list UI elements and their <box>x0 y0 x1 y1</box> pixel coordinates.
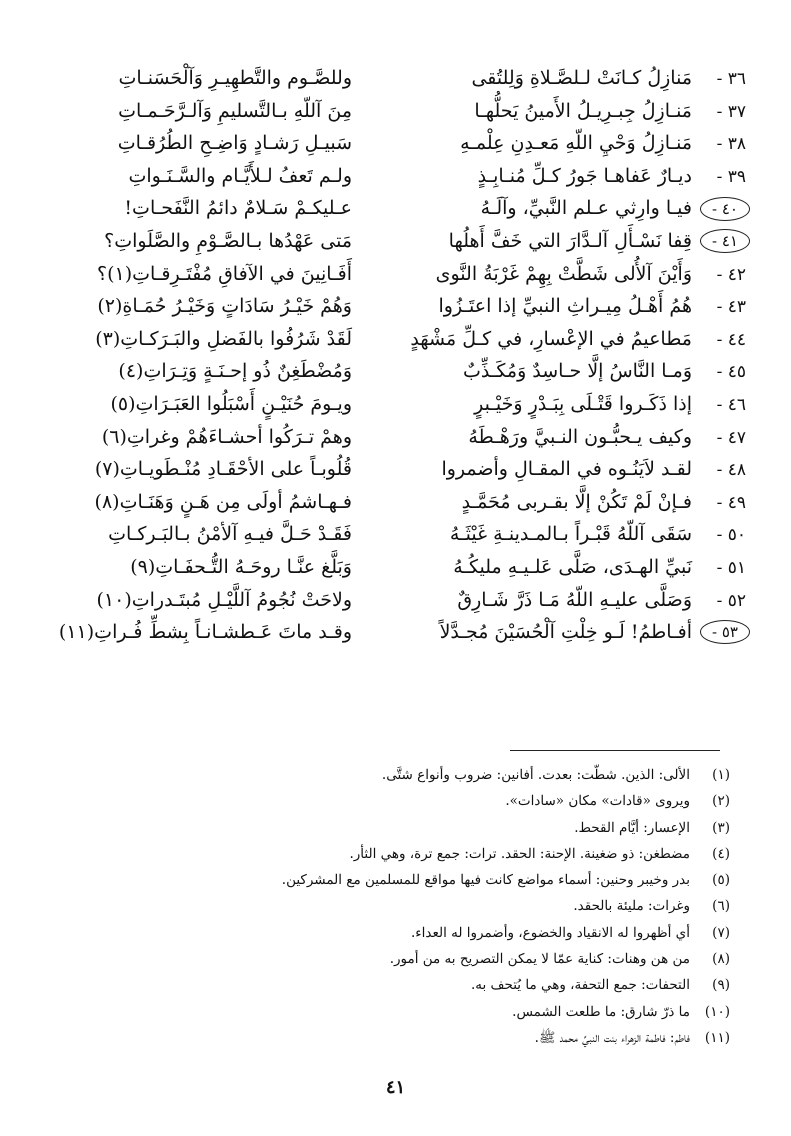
verse-number: ٣٧ - <box>716 101 746 122</box>
footnote-number: (٨) <box>712 951 730 968</box>
verse-number: ٣٨ - <box>716 134 746 155</box>
second-hemistich: مَتى عَهْدُها بـالصَّـوْمِ والصَّلَواتِ؟ <box>104 229 352 252</box>
footnote-number: (١) <box>712 767 730 783</box>
second-hemistich: سَبيـلِ رَشـادٍ وَاضِـحِ الطُرُقـاتِ <box>117 132 352 155</box>
second-hemistich: قُلُوبـاً على الأحْقَـادِ مُنْـطَويـاتِ(٧) <box>94 458 352 481</box>
footnote <box>60 972 730 998</box>
verse-row <box>40 584 750 617</box>
first-hemistich: قِفا نَسْـأَلِ آلـدَّارَ التي خَفَّ أَهلُها <box>448 229 692 252</box>
first-hemistich: مَنازِلُ كـانَتْ لـلصَّـلاةِ وَلِلتُقى <box>471 67 692 89</box>
footnote-number: (٥) <box>712 872 730 889</box>
verse-row <box>40 290 750 323</box>
first-hemistich: وَصَلَّى عليـهِ اللّهُ مَـا ذَرَّ شَـارِقٌ <box>457 588 692 611</box>
verse-number: ٤٣ - <box>716 297 746 318</box>
footnote <box>60 815 730 841</box>
footnote-number: (٦) <box>712 898 730 915</box>
first-hemistich: أفـاطمُ! لَـو خِلْتِ آلْحُسَيْنَ مُجـدَّلاً <box>439 621 692 644</box>
second-hemistich: فـهـاشمُ أولَى مِن هَـنٍ وَهَنَـاتِ(٨) <box>94 490 352 513</box>
second-hemistich: وقـد ماتَ عَـطشـانـاً بِشطِّ فُـراتِ(١١) <box>58 621 352 644</box>
footnote-text: ويروى «قادات» مكان «سادات». <box>505 793 690 810</box>
poem-verses <box>40 62 750 649</box>
second-hemistich: وللصَّـوم والتَّطهِيـرِ وَآلْحَسَنـاتِ <box>118 67 352 89</box>
footnote-text: الإعسار: أيَّام القحط. <box>574 819 690 836</box>
footnote <box>60 788 730 814</box>
verse-row <box>40 225 750 258</box>
second-hemistich: وَهُمْ خَيْـرُ سَادَاتٍ وَخَيْـرُ حُمَـاةِ(٢) <box>97 295 352 318</box>
second-hemistich: فَقَـدْ حَـلَّ فيـهِ آلأمْنُ بـالبَـركـاتِ <box>108 523 352 546</box>
footnote <box>60 920 730 946</box>
footnote-number: (٧) <box>712 924 730 941</box>
circled-verse-number: ٤١ - <box>700 229 750 253</box>
footnote <box>60 999 730 1025</box>
first-hemistich: نَبيِّ الهـدَى، صَلَّى عَلـيـهِ مليكُـهُ <box>453 555 692 578</box>
footnote-text: أي أظهروا له الانقياد والخضوع، وأضمروا له العداء. <box>410 924 690 941</box>
verse-number: ٤٧ - <box>716 427 746 448</box>
verse-number: ٥١ - <box>716 557 746 578</box>
footnote-text: التحفات: جمع التحفة، وهي ما يُتحف به. <box>470 977 690 994</box>
first-hemistich: هُمُ أَهْـلُ مِيـراثِ النبيِّ إذا اعتَـزُوا <box>438 295 692 318</box>
footnote-separator <box>510 750 720 751</box>
footnote <box>60 946 730 972</box>
footnote-text: الألى: الذين. شطّت: بعدت. أفانين: ضروب وأنواع شتَّى. <box>381 767 690 783</box>
first-hemistich: فـإنْ لَمْ تَكُنْ إلَّا بقـربى مُحَمَّـدٍ <box>461 490 692 513</box>
second-hemistich: عـليكـمْ سَـلامٌ دائمُ النَّفَحـاتِ! <box>124 197 352 220</box>
verse-row <box>40 192 750 225</box>
first-hemistich: فيـا وارِثي عـلم النَّبيِّ، وآلَـهُ <box>480 197 692 220</box>
second-hemistich: لَقَدْ شَرُفُوا بالفَضلِ والبَـرَكـاتِ(٣) <box>95 327 352 350</box>
footnote-text: ما ذرّ شارق: ما طلعت الشمس. <box>512 1003 690 1020</box>
verse-number: ٤٢ - <box>716 264 746 285</box>
footnote-number: (١٠) <box>704 1003 730 1020</box>
circled-verse-number: ٤٠ - <box>700 197 750 221</box>
verse-number: ٥٠ - <box>716 525 746 546</box>
verse-number: ٤٥ - <box>716 362 746 383</box>
footnote-text: بدر وخيبر وحنين: أسماء مواضع كانت فيها مواقع للمسلمين مع المشركين. <box>281 872 690 889</box>
footnote-number: (٢) <box>712 793 730 810</box>
footnotes <box>60 762 730 1051</box>
footnote <box>60 893 730 919</box>
footnote-number: (٣) <box>712 819 730 836</box>
verse-row <box>40 323 750 356</box>
footnote <box>60 762 730 788</box>
first-hemistich: وَمـا النَّاسُ إلَّا حـاسِدٌ وَمُكَـذِّبٌ <box>462 360 692 383</box>
verse-row <box>40 421 750 454</box>
verse-row <box>40 95 750 128</box>
first-hemistich: مَنـازِلُ جِبـرِيـلُ الأَمينُ يَحلُّهـا <box>474 99 692 122</box>
verse-number: ٤٨ - <box>716 460 746 481</box>
verse-row <box>40 518 750 551</box>
verse-row <box>40 258 750 291</box>
verse-row <box>40 453 750 486</box>
circled-verse-number: ٥٣ - <box>700 620 750 644</box>
second-hemistich: مِنَ آللّهِ بـالتَّسليمِ وَآلـرَّحَـمـاتِ <box>118 99 352 122</box>
footnote <box>60 1025 730 1051</box>
second-hemistich: وَمُضْطَغِنٌ ذُو إحـنَـةٍ وَتِـرَاتِ(٤) <box>118 360 352 383</box>
verse-number: ٤٦ - <box>716 394 746 415</box>
verse-row <box>40 551 750 584</box>
verse-row <box>40 160 750 193</box>
first-hemistich: ديـارٌ عَفاهـا جَورُ كـلِّ مُنـابِـذٍ <box>477 164 692 187</box>
second-hemistich: ولـم تَعفُ لـلأَيَّـام والسَّـنَـواتِ <box>128 164 352 187</box>
verse-number: ٣٦ - <box>716 69 746 89</box>
verse-number: ٤٩ - <box>716 492 746 513</box>
footnote <box>60 841 730 867</box>
page-number: ٤١ <box>385 1077 406 1098</box>
footnote-text: فاطم: فاطمة الزهراء بنت النبيِّ محمد ﷺ. <box>534 1029 690 1046</box>
verse-row <box>40 127 750 160</box>
verse-row <box>40 355 750 388</box>
second-hemistich: ولاحَتْ نُجُومُ آللَّيْـلِ مُبتَـدراتِ(١٠) <box>96 588 352 611</box>
second-hemistich: أَفَـانِينَ في الآفاقِ مُفْتَـرِقـاتِ(١)؟ <box>97 262 352 285</box>
footnote-number: (١١) <box>704 1029 730 1046</box>
verse-number: ٥٢ - <box>716 590 746 611</box>
footnote-number: (٤) <box>712 845 730 862</box>
verse-row <box>40 616 750 649</box>
footnote <box>60 867 730 893</box>
verse-row <box>40 486 750 519</box>
footnote-number: (٩) <box>712 977 730 994</box>
footnote-text: من هن وهنات: كناية عمّا لا يمكن التصريح به من أمور. <box>389 951 690 968</box>
second-hemistich: وهمْ تـرَكُوا أحشـاءَهُمْ وغراتِ(٦) <box>101 425 352 448</box>
footnote-text: مضطغن: ذو ضغينة. الإحنة: الحقد. ترات: جمع ترة، وهي الثأر. <box>349 845 690 862</box>
first-hemistich: مَطاعيمُ في الإعْسارِ، في كـلِّ مَشْهَدٍ <box>410 327 692 350</box>
verse-row <box>40 388 750 421</box>
footnote-text: وغرات: مليئة بالحقد. <box>573 898 690 915</box>
first-hemistich: مَنـازِلُ وَحْيِ اللّهِ مَعـدِنِ عِلْمـهِ <box>460 132 692 155</box>
verse-number: ٤٤ - <box>716 329 746 350</box>
first-hemistich: سَقَى آللّهُ قَبْـراً بـالمـدينـةِ غَيْثَـهُ <box>449 523 692 546</box>
second-hemistich: ويـومَ حُنَيْـنٍ أَسْبَلُوا العَبَـرَاتِ(٥) <box>110 392 352 415</box>
verse-row <box>40 62 750 95</box>
first-hemistich: وَأَيْنَ آلأُلى شَطَّتْ بِهِمْ غَرْبَةُ النَّوى <box>435 262 692 285</box>
first-hemistich: لقـد لاَيَنُـوه في المقـالِ وأضمروا <box>441 458 692 481</box>
first-hemistich: وكيف يـحبُّـون النـبيَّ ورَهْـطَهُ <box>468 425 692 448</box>
verse-number: ٣٩ - <box>716 166 746 187</box>
first-hemistich: إذا ذَكَـروا قَتْـلَى بِبَـدْرٍ وَخَيْـبرٍ <box>474 392 692 415</box>
second-hemistich: وَبَلَّغ عنَّـا روحَـهُ التُّـحفَـاتِ(٩) <box>130 555 352 578</box>
